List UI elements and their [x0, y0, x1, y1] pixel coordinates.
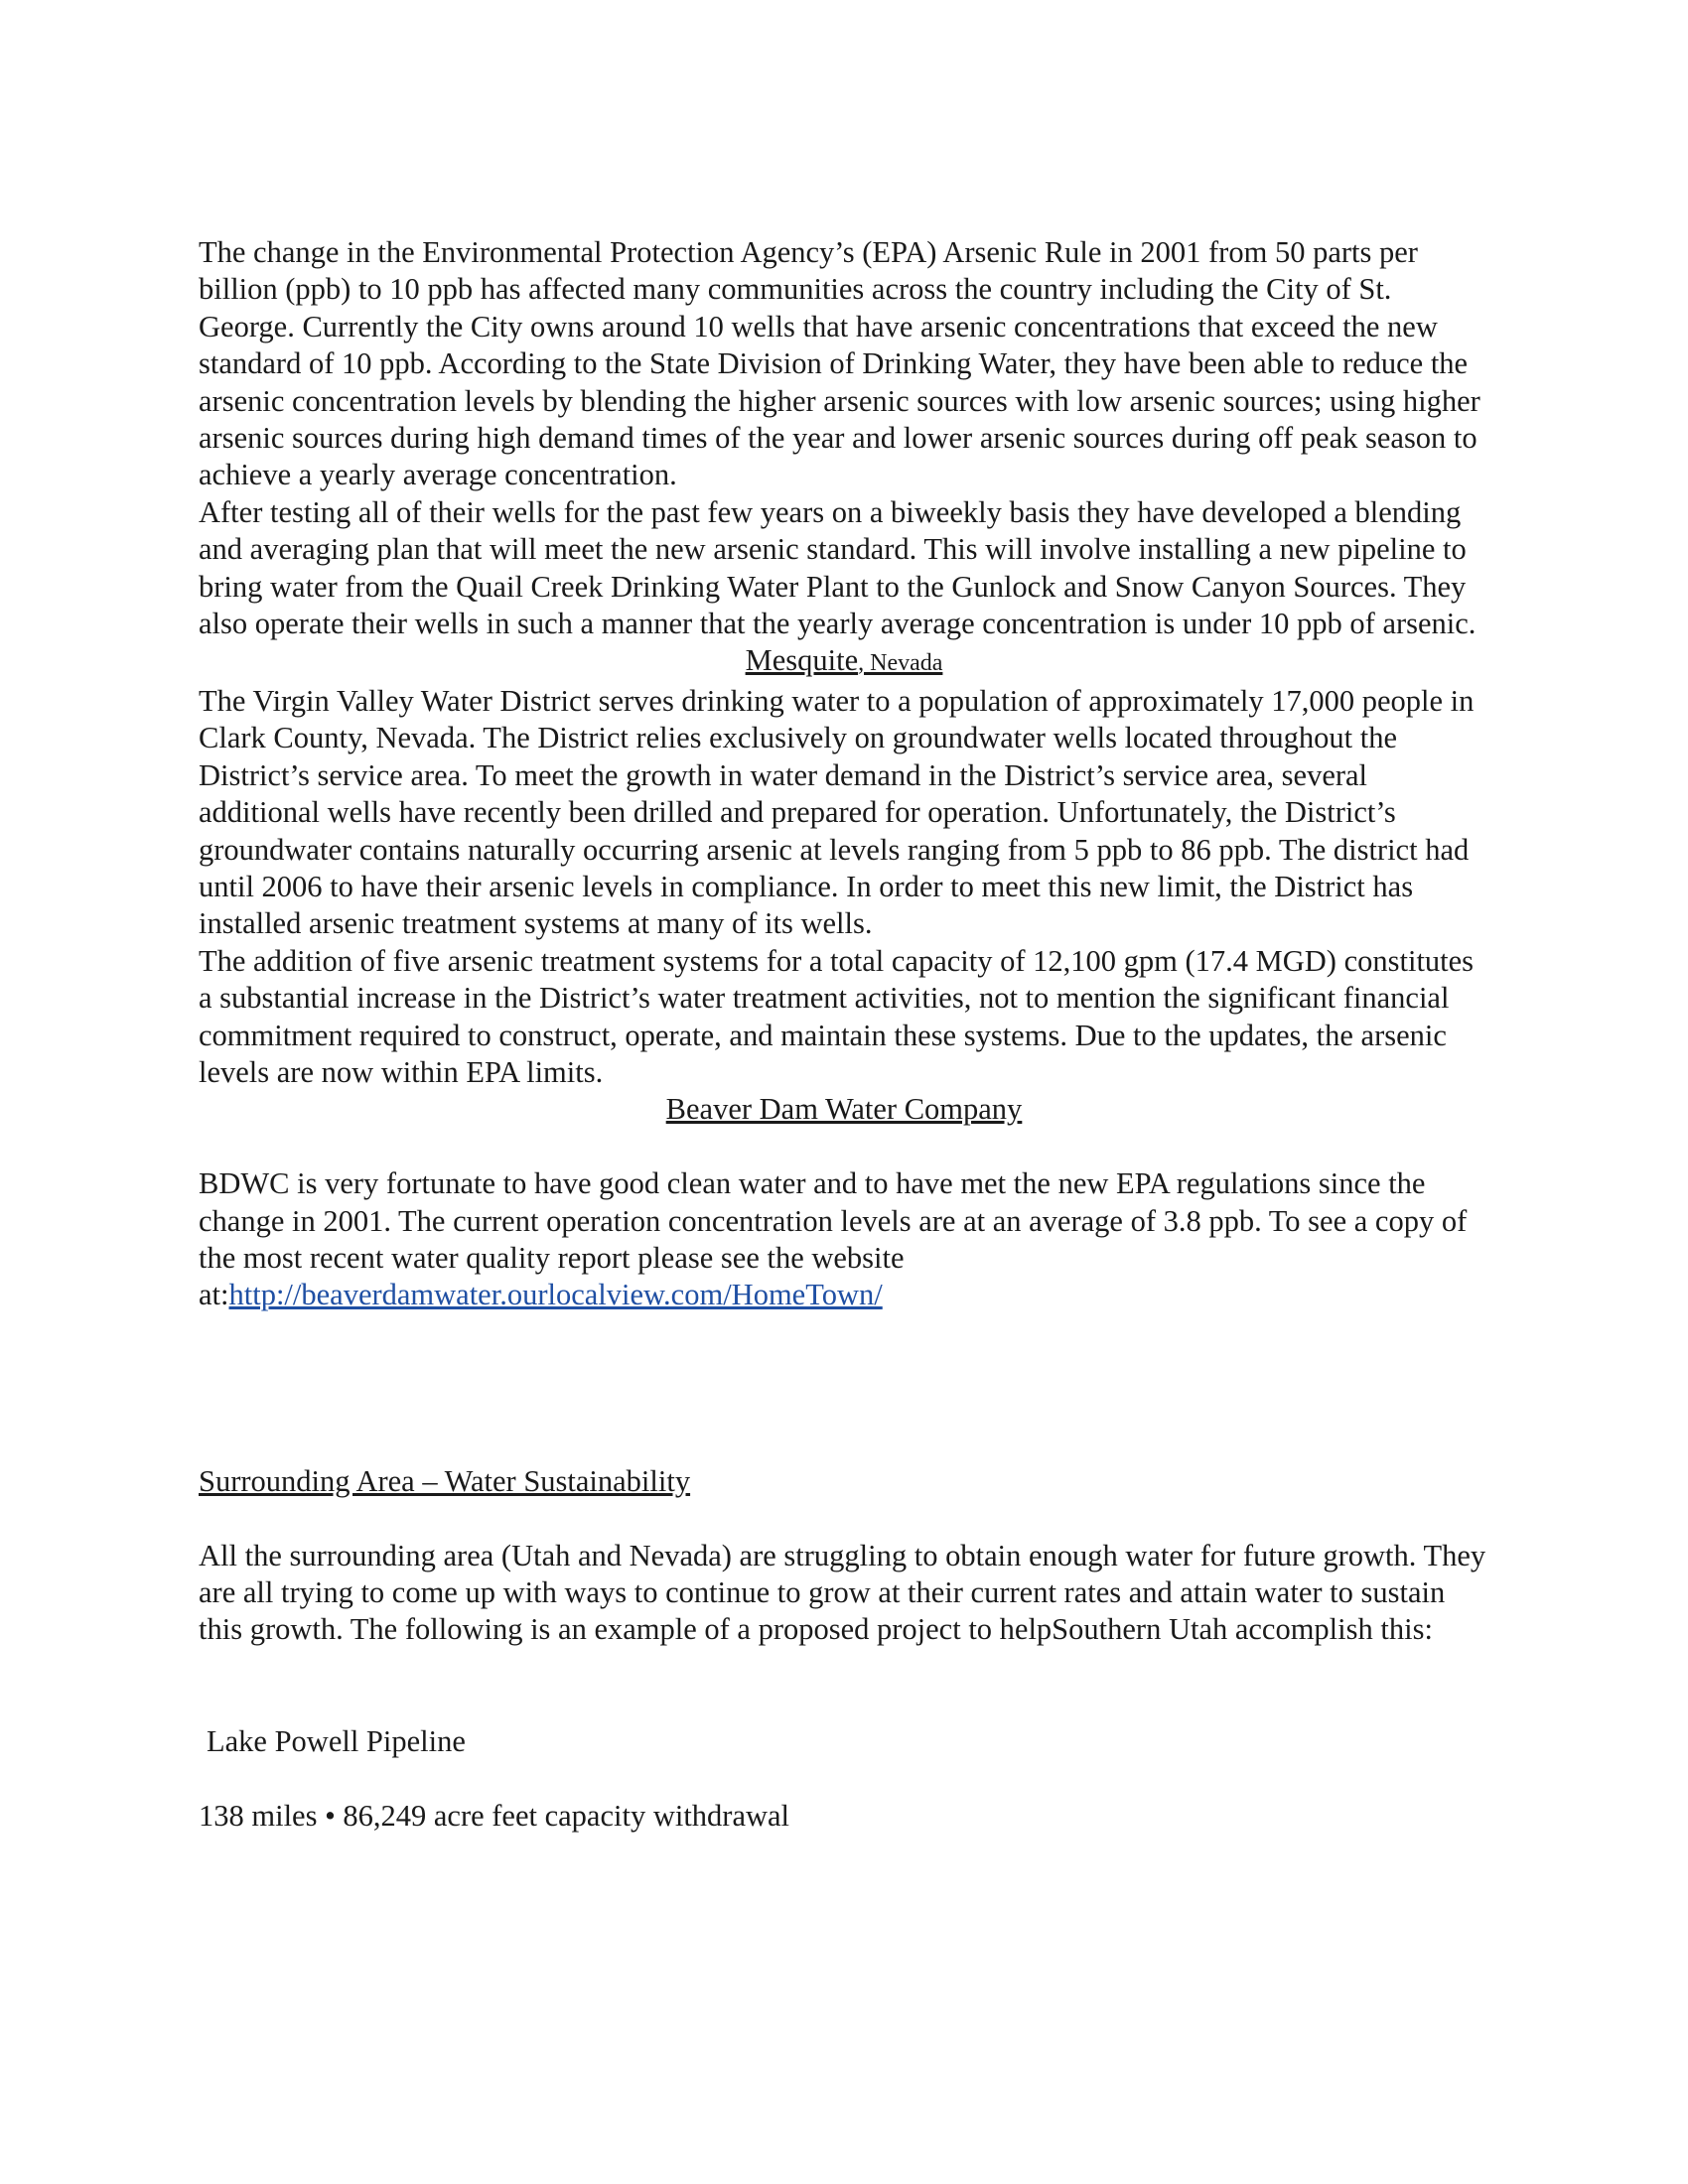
mesquite-heading: [199, 642, 1489, 682]
spacer: [199, 1760, 1489, 1797]
mesquite-paragraph-1: The Virgin Valley Water District serves drinking water to a population of approximately 17,000 people in Clark County, Nevada. The District relies exclusively on groundwater wells located throughout the District’s service area. To meet the growth in water demand in the District’s service area, several additional wells have recently been drilled and prepared for operation. Unfortunately, the District’s groundwater contains naturally occurring arsenic at levels ranging from 5 ppb to 86 ppb. The district had until 2006 to have their arsenic levels in compliance. In order to meet this new limit, the District has installed arsenic treatment systems at many of its wells.: [199, 683, 1475, 941]
bdwc-paragraph: [199, 1165, 1489, 1314]
project-title: Lake Powell Pipeline: [207, 1723, 466, 1758]
water-quality-report-link[interactable]: http://beaverdamwater.ourlocalview.com/HomeTown/: [228, 1278, 883, 1312]
bdwc-text: BDWC is very fortunate to have good clean water and to have met the new EPA regulations since the change in 2001. The current operation concentration levels are at an average of 3.8 ppb. To see a copy of the most recent water quality report please see the website at:: [199, 1166, 1468, 1312]
surrounding-area-paragraph: All the surrounding area (Utah and Nevada) are struggling to obtain enough water for future growth. They are all trying to come up with ways to continue to grow at their current rates and attain water to sustain this growth. The following is an example of a proposed project to helpSouthern Utah accomplish this:: [199, 1538, 1486, 1647]
mesquite-heading-suffix: , Nevada: [858, 650, 943, 677]
st-george-paragraph-1: The change in the Environmental Protection Agency’s (EPA) Arsenic Rule in 2001 from 50 parts per billion (ppb) to 10 ppb has affected many communities across the country including the City of St. George. Currently the City owns around 10 wells that have arsenic concentrations that exceed the new standard of 10 ppb. According to the State Division of Drinking Water, they have been able to reduce the arsenic concentration levels by blending the higher arsenic sources with low arsenic sources; using higher arsenic sources during high demand times of the year and lower arsenic sources during off peak season to achieve a yearly average concentration.: [199, 235, 1480, 492]
project-details: 138 miles • 86,249 acre feet capacity withdrawal: [199, 1798, 790, 1833]
spacer: [199, 1649, 1489, 1723]
mesquite-paragraph-2: The addition of five arsenic treatment systems for a total capacity of 12,100 gpm (17.4 MGD) constitutes a substantial increase in the District’s water treatment activities, not to mention the significant financial commitment required to construct, operate, and maintain these systems. Due to the updates, the arsenic levels are now within EPA limits.: [199, 943, 1475, 1089]
surrounding-area-heading: Surrounding Area – Water Sustainability: [199, 1463, 691, 1498]
document-page: [199, 234, 1489, 1835]
st-george-paragraph-2: After testing all of their wells for the past few years on a biweekly basis they have developed a blending and averaging plan that will meet the new arsenic standard. This will involve installing a new pipeline to bring water from the Quail Creek Drinking Water Plant to the Gunlock and Snow Canyon Sources. They also operate their wells in such a manner that the yearly average concentration is under 10 ppb of arsenic.: [199, 494, 1477, 641]
spacer: [199, 1129, 1489, 1165]
spacer: [199, 1314, 1489, 1463]
mesquite-heading-main: Mesquite: [745, 643, 859, 678]
spacer: [199, 1500, 1489, 1537]
bdwc-heading: Beaver Dam Water Company: [665, 1092, 1023, 1127]
